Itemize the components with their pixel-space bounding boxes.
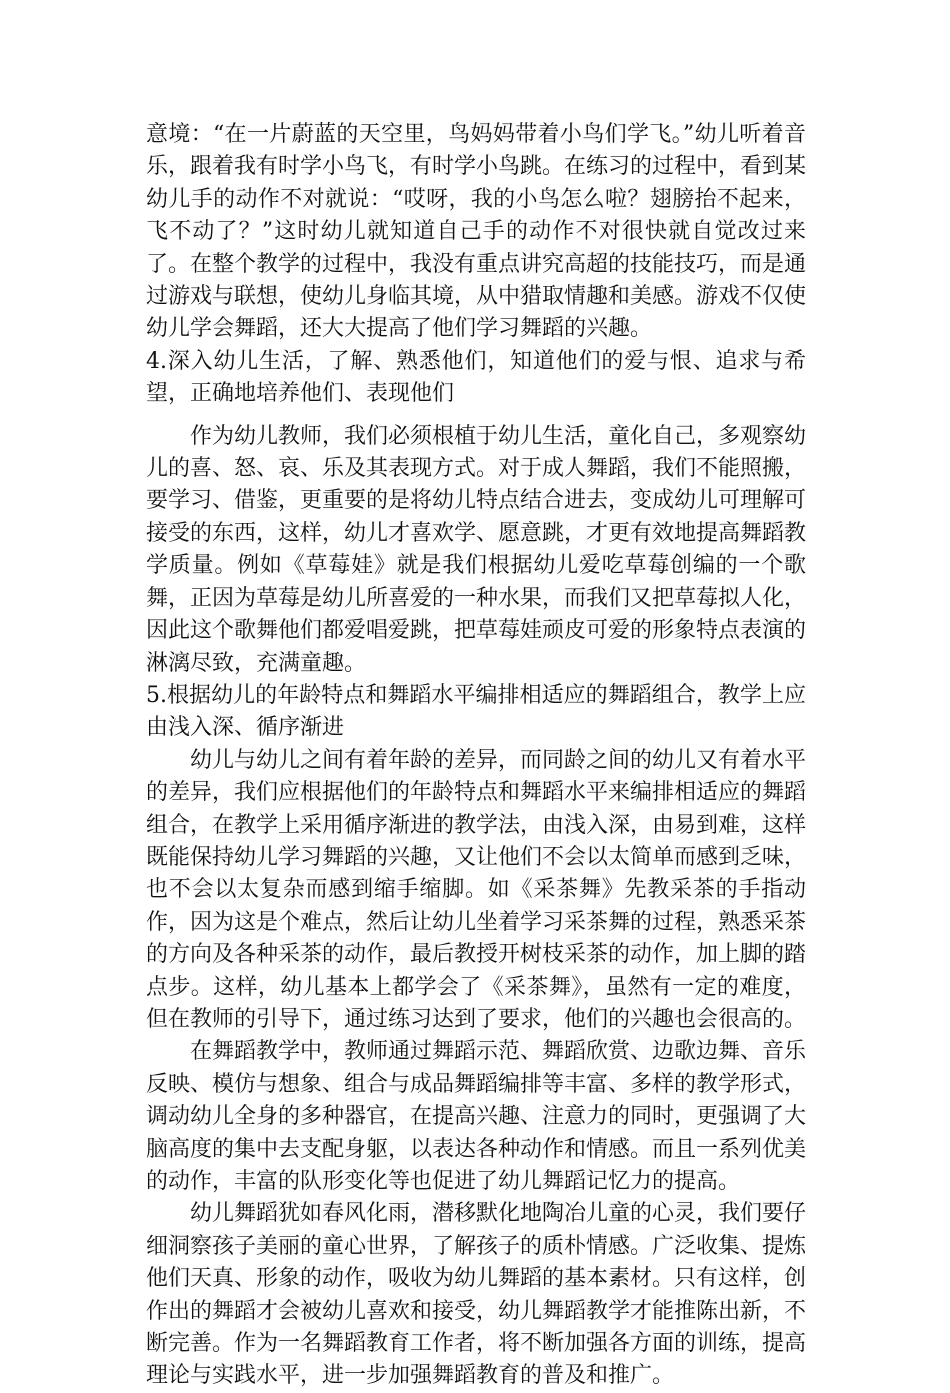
paragraph-conclusion: 幼儿舞蹈犹如春风化雨，潜移默化地陶冶儿童的心灵，我们要仔细洞察孩子美丽的童心世界，了解孩子的质朴情感。广泛收集、提炼他们天真、形象的动作，吸收为幼儿舞蹈的基本素材。只有这样，创作出的舞蹈才会被幼儿喜欢和接受，幼儿舞蹈教学才能推陈出新，不断完善。作为一名舞蹈教育工作者，将不断加强各方面的训练，提高理论与实践水平，进一步加强舞蹈教育的普及和推广。 (146, 1201, 807, 1389)
document-body (146, 119, 806, 1393)
section-heading-4: 4.深入幼儿生活，了解、熟悉他们，知道他们的爱与恨、追求与希望，正确地培养他们、表现他们 (146, 348, 806, 407)
paragraph-age-level: 幼儿与幼儿之间有着年龄的差异，而同龄之间的幼儿又有着水平的差异，我们应根据他们的年龄特点和舞蹈水平来编排相适应的舞蹈组合，在教学上采用循序渐进的教学法，由浅入深，由易到难，这样既能保持幼儿学习舞蹈的兴趣，又让他们不会以太简单而感到乏味，也不会以太复杂而感到缩手缩脚。如《采茶舞》先教采茶的手指动作，因为这是个难点，然后让幼儿坐着学习采茶舞的过程，熟悉采茶的方向及各种采茶的动作，最后教授开树枝采茶的动作，加上脚的踏点步。这样，幼儿基本上都学会了《采茶舞》，虽然有一定的难度，但在教师的引导下，通过练习达到了要求，他们的兴趣也会很高的。 (146, 747, 807, 1032)
paragraph-teaching-forms: 在舞蹈教学中，教师通过舞蹈示范、舞蹈欣赏、边歌边舞、音乐反映、模仿与想象、组合与成品舞蹈编排等丰富、多样的教学形式，调动幼儿全身的多种器官，在提高兴趣、注意力的同时，更强调了大脑高度的集中去支配身躯，以表达各种动作和情感。而且一系列优美的动作，丰富的队形变化等也促进了幼儿舞蹈记忆力的提高。 (146, 1039, 807, 1194)
section-heading-5: 5.根据幼儿的年龄特点和舞蹈水平编排相适应的舞蹈组合，教学上应由浅入深、循序渐进 (146, 682, 806, 741)
paragraph-rooted-in-life: 作为幼儿教师，我们必须根植于幼儿生活，童化自己，多观察幼儿的喜、怒、哀、乐及其表现方式。对于成人舞蹈，我们不能照搬，要学习、借鉴，更重要的是将幼儿特点结合进去，变成幼儿可理解可接受的东西，这样，幼儿才喜欢学、愿意跳，才更有效地提高舞蹈教学质量。例如《草莓娃》就是我们根据幼儿爱吃草莓创编的一个歌舞，正因为草莓是幼儿所喜爱的一种水果，而我们又把草莓拟人化，因此这个歌舞他们都爱唱爱跳，把草莓娃顽皮可爱的形象特点表演的淋漓尽致，充满童趣。 (146, 423, 807, 676)
paragraph-game-imagery: 意境：“在一片蔚蓝的天空里，鸟妈妈带着小鸟们学飞。”幼儿听着音乐，跟着我有时学小鸟飞，有时学小鸟跳。在练习的过程中，看到某幼儿手的动作不对就说：“哎呀，我的小鸟怎么啦？翅膀抬不起来，飞不动了？”这时幼儿就知道自己手的动作不对很快就自觉改过来了。在整个教学的过程中，我没有重点讲究高超的技能技巧，而是通过游戏与联想，使幼儿身临其境，从中猎取情趣和美感。游戏不仅使幼儿学会舞蹈，还大大提高了他们学习舞蹈的兴趣。 (146, 122, 807, 342)
